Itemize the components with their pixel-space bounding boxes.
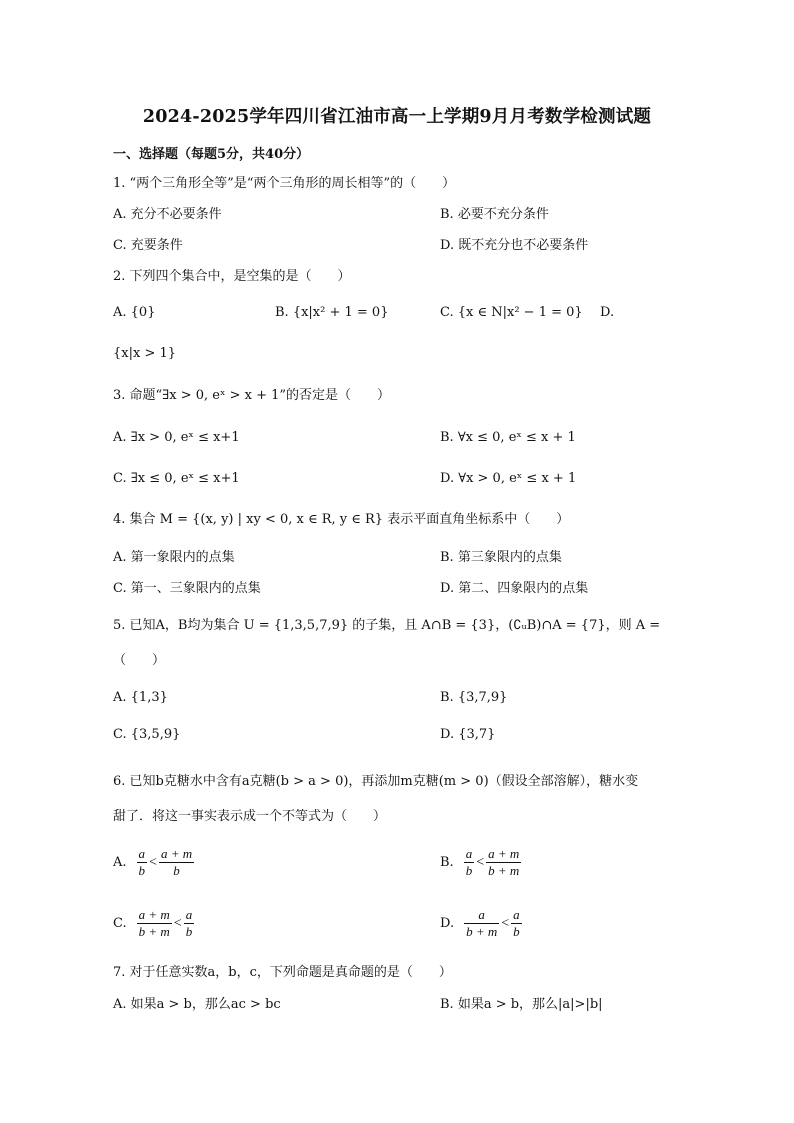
question-1-option-a: A. 充分不必要条件	[113, 207, 222, 222]
question-5-stem-continued: （ ）	[113, 653, 166, 668]
question-1-option-c: C. 充要条件	[113, 238, 183, 253]
fraction-numerator: a	[465, 846, 473, 861]
question-7-option-b: B. 如果a > b，那么|a|>|b|	[440, 997, 603, 1012]
fraction-denominator: b	[513, 924, 520, 939]
question-3-stem: 3. 命题“∃x > 0, eˣ > x + 1”的否定是（ ）	[113, 388, 391, 403]
question-6-option-d	[440, 907, 524, 940]
question-6-stem-continued: 甜了．将这一事实表示成一个不等式为（ ）	[113, 809, 387, 824]
fraction-denominator: b + m	[466, 924, 498, 939]
option-label: B.	[440, 854, 454, 870]
relation-symbol: <	[173, 915, 182, 931]
question-2-option-c: C. {x ∈ N|x² − 1 = 0}	[440, 305, 583, 320]
question-7-stem: 7. 对于任意实数a，b，c，下列命题是真命题的是（ ）	[113, 965, 452, 980]
question-4-option-a: A. 第一象限内的点集	[113, 550, 235, 565]
fraction-numerator: a	[185, 907, 193, 922]
question-5-option-d: D. {3,7}	[440, 727, 496, 742]
fraction-denominator: b	[185, 924, 193, 939]
fraction-denominator: b + m	[488, 863, 520, 878]
fraction-denominator: b	[465, 863, 473, 878]
question-7-option-a: A. 如果a > b，那么ac > bc	[113, 997, 281, 1012]
fraction-left	[464, 846, 475, 879]
fraction-right	[511, 907, 522, 940]
question-1-stem: 1. “两个三角形全等”是“两个三角形的周长相等”的（ ）	[113, 176, 456, 191]
fraction-numerator: a + m	[138, 907, 170, 922]
question-4-option-c: C. 第一、三象限内的点集	[113, 581, 261, 596]
fraction-right	[486, 846, 521, 879]
question-2-option-d-value: {x|x > 1}	[113, 346, 177, 361]
question-1-option-b: B. 必要不充分条件	[440, 207, 549, 222]
fraction-denominator: b	[138, 863, 146, 878]
question-5-option-c: C. {3,5,9}	[113, 727, 181, 742]
fraction-numerator: a	[464, 907, 499, 924]
question-6-option-b	[440, 846, 523, 879]
option-label: A.	[113, 854, 127, 870]
question-6-option-a	[113, 846, 196, 879]
section-heading: 一、选择题（每题5分，共40分）	[113, 147, 310, 162]
fraction-numerator: a	[138, 846, 146, 861]
relation-symbol: <	[501, 915, 510, 931]
fraction-numerator: a	[513, 907, 520, 922]
question-6-stem: 6. 已知b克糖水中含有a克糖(b > a > 0)，再添加m克糖(m > 0)（假设全部溶解），糖水变	[113, 774, 639, 789]
question-4-option-d: D. 第二、四象限内的点集	[440, 581, 589, 596]
question-5-option-b: B. {3,7,9}	[440, 690, 508, 705]
option-label: D.	[440, 915, 455, 931]
fraction-denominator: b	[173, 863, 180, 878]
question-5-stem: 5. 已知A，B均为集合 U = {1,3,5,7,9} 的子集，且 A∩B = {3}，(∁ᵤB)∩A = {7}，则 A =	[113, 618, 661, 633]
option-label: C.	[113, 915, 127, 931]
fraction-left	[137, 846, 148, 879]
question-2-stem: 2. 下列四个集合中，是空集的是（ ）	[113, 269, 351, 284]
relation-symbol: <	[476, 854, 485, 870]
question-6-option-c	[113, 907, 196, 940]
fraction-right	[184, 907, 195, 940]
fraction-left	[464, 907, 499, 940]
fraction-left	[137, 907, 172, 940]
question-3-option-a: A. ∃x > 0, eˣ ≤ x+1	[113, 430, 240, 445]
fraction-numerator: a + m	[488, 846, 520, 861]
question-5-option-a: A. {1,3}	[113, 690, 168, 705]
question-2-option-b: B. {x|x² + 1 = 0}	[275, 305, 389, 320]
question-2-option-d: D.	[600, 305, 615, 320]
fraction-right	[159, 846, 194, 879]
question-3-option-d: D. ∀x > 0, eˣ ≤ x + 1	[440, 471, 577, 486]
question-4-option-b: B. 第三象限内的点集	[440, 550, 562, 565]
question-3-option-b: B. ∀x ≤ 0, eˣ ≤ x + 1	[440, 430, 576, 445]
fraction-denominator: b + m	[138, 924, 170, 939]
fraction-numerator: a + m	[160, 846, 193, 861]
relation-symbol: <	[149, 854, 157, 870]
page-title: 2024-2025学年四川省江油市高一上学期9月月考数学检测试题	[142, 107, 652, 127]
question-4-stem: 4. 集合 M = {(x, y) | xy < 0, x ∈ R, y ∈ R} 表示平面直角坐标系中（ ）	[113, 512, 570, 527]
question-2-option-a: A. {0}	[113, 305, 156, 320]
question-3-option-c: C. ∃x ≤ 0, eˣ ≤ x+1	[113, 471, 240, 486]
question-1-option-d: D. 既不充分也不必要条件	[440, 238, 589, 253]
